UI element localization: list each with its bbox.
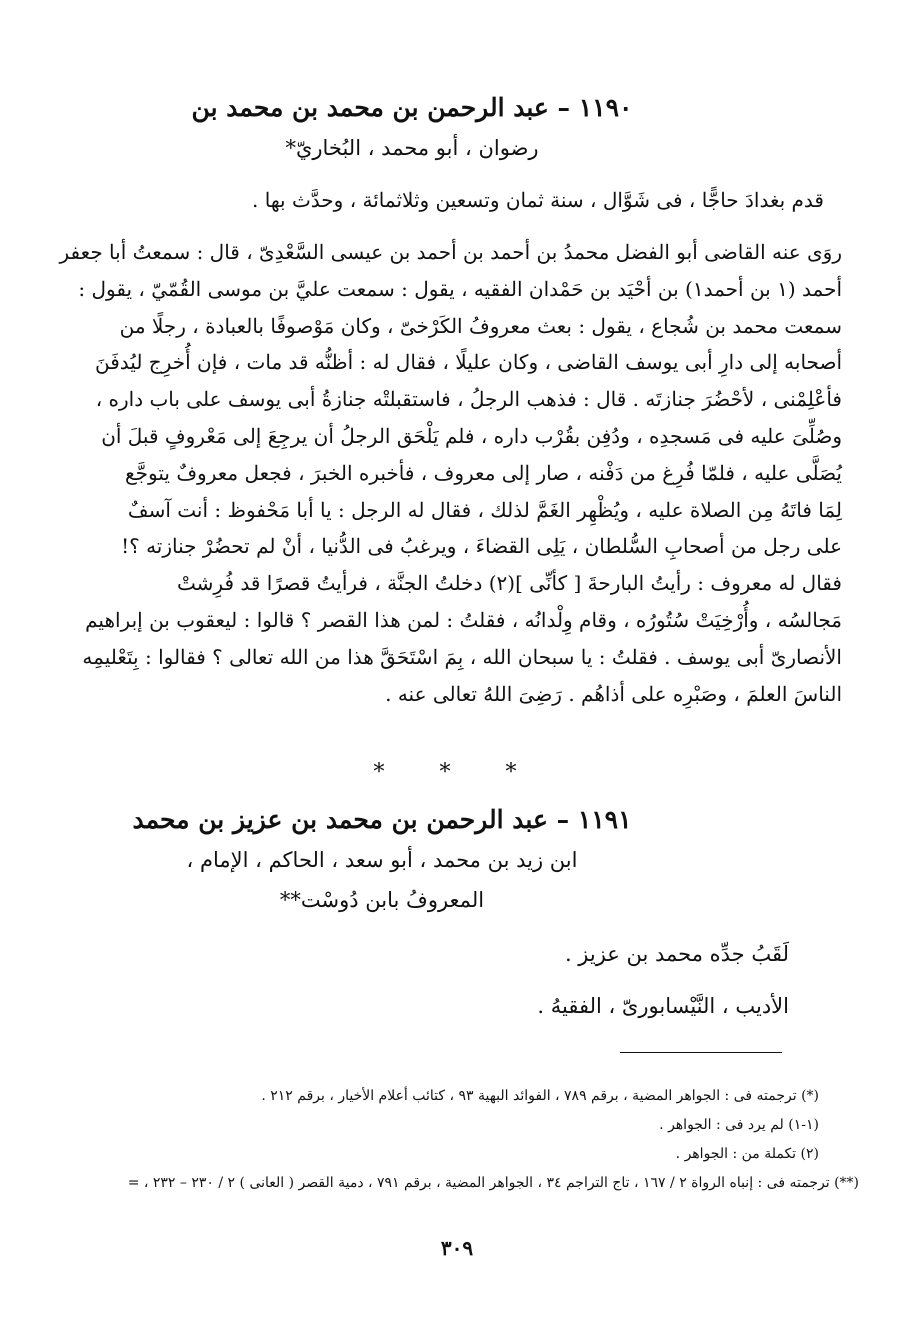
entry-1191-line1: لَقَبُ جدِّه محمد بن عزيز . [564, 942, 789, 966]
entry-1190-heading [120, 88, 794, 168]
text-line: لِمَا فاتَهُ مِن الصلاة عليه ، ويُظْهِر الغَمَّ لذلك ، فقال له الرجل : يا أبا مَحْفوظ : أنت آسفٌ [127, 497, 842, 522]
entry-1191-heading [120, 800, 794, 920]
entry-1190-paragraph-2 [59, 234, 842, 712]
entry-1191-title-line3: المعروفُ بابن دُوسْت** [279, 888, 485, 912]
text-line: أصحابه إلى دارِ أبى يوسف القاضى ، وكان عليلًا ، فقال له : أظنُّه قد مات ، فإن أُخرِج ليُدفَنَ [95, 350, 842, 375]
text-line: فقال له معروف : رأيتُ البارحةَ [ كأنِّى ](٢) دخلتُ الجنَّة ، فرأيتُ قصرًا قد فُرِشتْ [177, 571, 842, 596]
text-line: وصُلِّىَ عليه فى مَسجدِه ، ودُفِن بقُرْب داره ، فلم يَلْحَق الرجلُ أن يرجِعَ إلى مَعْروفٍ قبلَ أن [101, 423, 842, 448]
text-line: أحمد (١ بن أحمد١) بن أحْيَد بن حَمْدان الفقيه ، يقول : سمعت عليَّ بن موسى القُمّيّ ، يقول : [78, 276, 842, 301]
text-line: الأنصارىّ أبى يوسف . فقلتُ : يا سبحان الله ، بِمَ اسْتَحَقَّ هذا من الله تعالى ؟ فقالوا : بِتَعْليمِه [82, 644, 842, 669]
entry-1190-title-line1: ١١٩٠ – عبد الرحمن بن محمد بن محمد بن [191, 93, 633, 122]
text-line: فأعْلِمْنى ، لأحْضُرَ جنازتَه . قال : فذهب الرجلُ ، فاستقبلتْه جنازةُ أبى يوسف على باب داره ، [95, 387, 842, 412]
text-line: مَجالسُه ، وأُرْخِيَتْ سُتُورُه ، وقام وِلْدانُه ، فقلتُ : لمن هذا القصر ؟ قالوا : ليعقوب بن إبراهيم [85, 607, 842, 632]
footnote-divider [620, 1052, 782, 1053]
entry-1191-body [537, 928, 789, 1032]
section-separator: * * * [373, 760, 541, 785]
footnote: (*) ترجمته فى : الجواهر المضية ، برقم ٧٨٩ ، الفوائد البهية ٩٣ ، كتائب أعلام الأخيار ، برقم ٢١٢ . [261, 1088, 819, 1104]
entry-1191-title-line1: ١١٩١ – عبد الرحمن بن محمد بن عزيز بن محمد [132, 805, 632, 834]
footnote: (**) ترجمته فى : إنباه الرواة ٢ / ١٦٧ ، تاج التراجم ٣٤ ، الجواهر المضية ، برقم ٧٩١ ، دمية القصر ( العانى ) ٢ / ٢٣٠ – ٢٣٢ ، = [127, 1175, 859, 1191]
entry-1191-line2: الأديب ، النَّيْسابورىّ ، الفقيهُ . [537, 994, 789, 1018]
entry-1191-title-line2: ابن زيد بن محمد ، أبو سعد ، الحاكم ، الإمام ، [186, 848, 578, 872]
text-line: الناسَ العلمَ ، وصَبْرِه على أذاهُم . رَضِىَ اللهُ تعالى عنه . [385, 681, 842, 706]
footnote: (١-١) لم يرد فى : الجواهر . [659, 1117, 819, 1133]
entry-1190-paragraph-1: قدم بغدادَ حاجًّا ، فى شَوَّال ، سنة ثمان وتسعين وثلاثمائة ، وحدَّث بها . [252, 188, 824, 212]
entry-1190-title-line2: رضوان ، أبو محمد ، البُخاريّ* [285, 136, 539, 160]
text-line: روَى عنه القاضى أبو الفضل محمدُ بن أحمد بن أحمد بن عيسى السَّعْدِىّ ، قال : سمعتُ أبا جعفر [59, 240, 842, 264]
footnote: (٢) تكملة من : الجواهر . [675, 1146, 819, 1162]
page-number: ٣٠٩ [440, 1236, 474, 1260]
footnotes [100, 1082, 859, 1198]
text-line: يُصَلَّى عليه ، فلمّا فُرِغ من دَفْنه ، صار إلى معروف ، فأخبره الخبرَ ، فجعل معروفٌ يتوجَّع [125, 460, 842, 485]
text-line: على رجل من أصحابِ السُّلطان ، يَلِى القضاءَ ، ويرغبُ فى الدُّنيا ، أنْ لم تحضُرْ جنازته ؟! [121, 534, 842, 559]
text-line: سمعت محمد بن شُجاع ، يقول : بعث معروفُ الكَرْخىّ ، وكان مَوْصوفًا بالعبادة ، رجلًا من [119, 313, 842, 338]
